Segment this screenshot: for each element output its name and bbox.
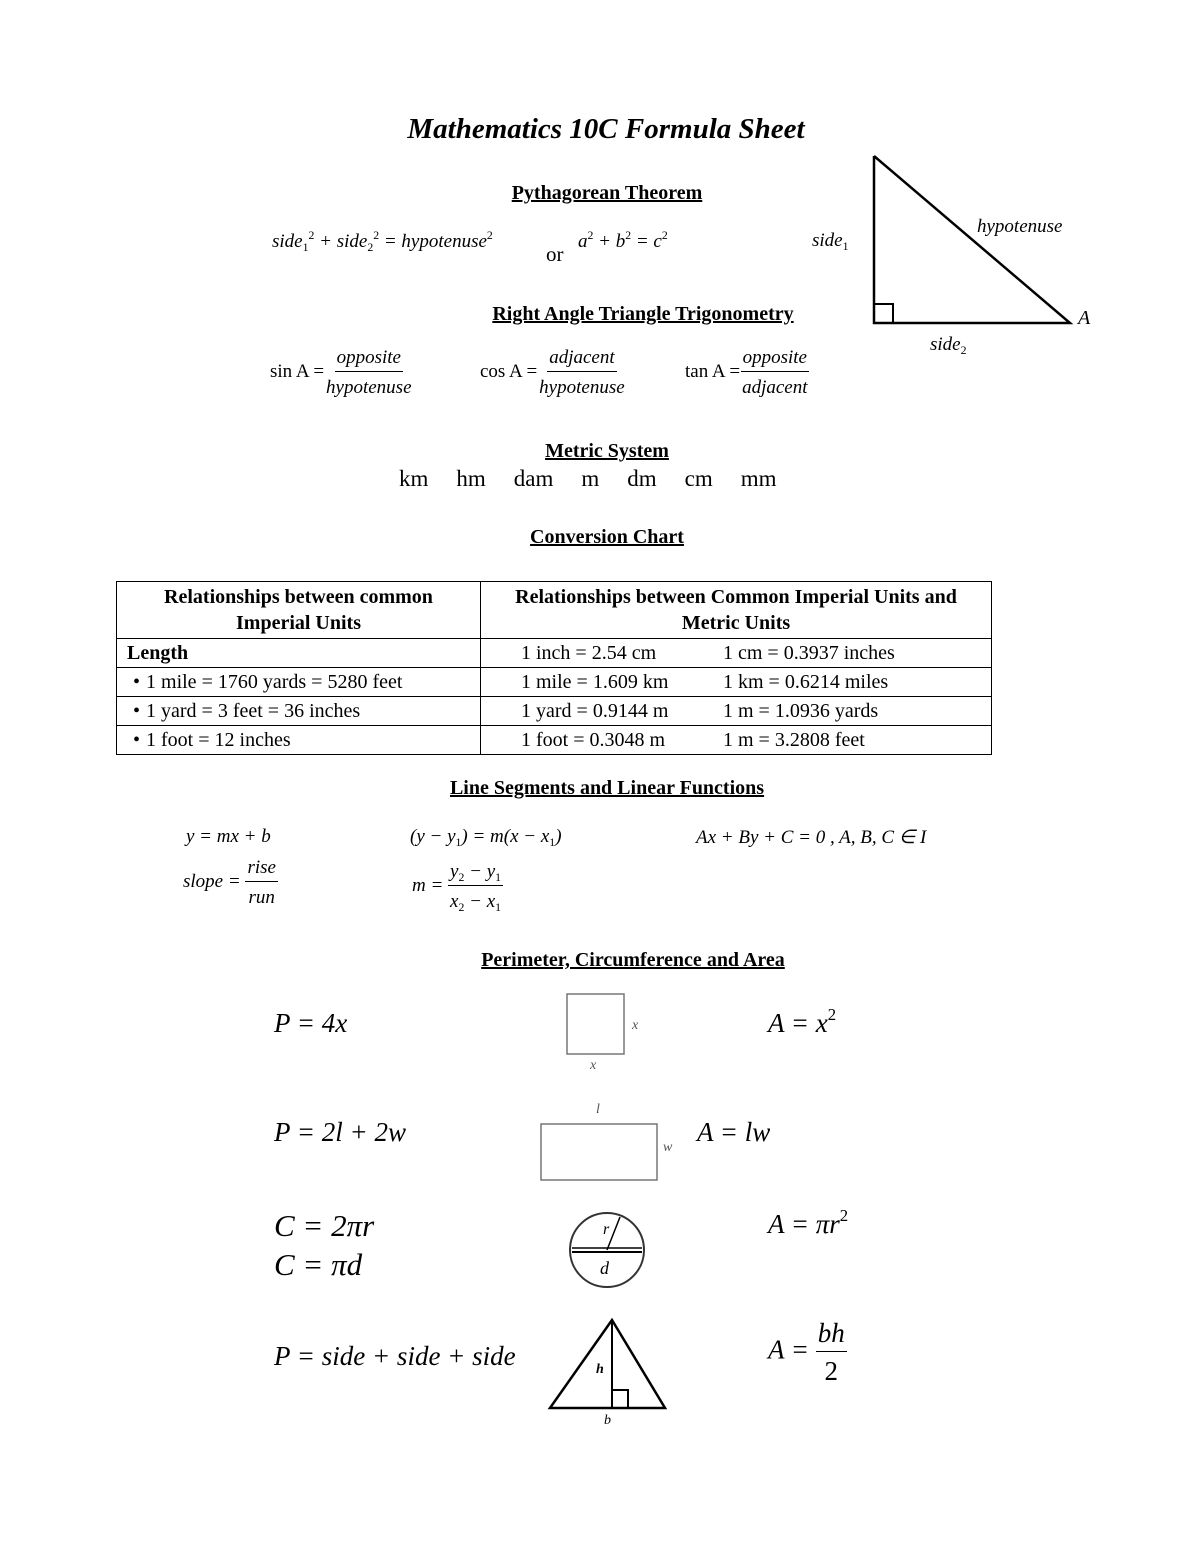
or-text: or xyxy=(546,242,564,266)
general-form-formula: Ax + By + C = 0 , A, B, C ∈ I xyxy=(696,827,927,848)
triangle-diagram xyxy=(546,1316,670,1416)
square-bottom-label: x xyxy=(590,1058,597,1073)
conversion-col2-header: Relationships between Common Imperial Units and Metric Units xyxy=(481,582,992,639)
point-slope-formula: $(y - y_1) = m(x - x_1)$ xyxy=(410,826,562,850)
circle-radius-label: r xyxy=(603,1221,610,1238)
rectangle-width-label: w xyxy=(663,1140,673,1155)
cos-denominator: hypotenuse xyxy=(539,377,625,398)
conversion-cell: 1 inch = 2.54 cm xyxy=(521,641,657,664)
unit-dm: dm xyxy=(627,466,657,491)
conversion-cell: 1 mile = 1.609 km xyxy=(521,670,669,693)
rectangle-diagram xyxy=(535,1118,665,1188)
conversion-cell: 1 cm = 0.3937 inches xyxy=(723,641,895,664)
square-perimeter: P = 4x xyxy=(274,1008,348,1038)
imperial-cell: • 1 mile = 1760 yards = 5280 feet xyxy=(117,668,481,697)
sin-numerator: opposite xyxy=(335,348,403,372)
cos-numerator: adjacent xyxy=(547,348,616,372)
trig-heading: Right Angle Triangle Trigonometry xyxy=(492,303,794,325)
rectangle-perimeter: P = 2l + 2w xyxy=(274,1117,406,1147)
tan-denominator: adjacent xyxy=(742,377,808,398)
triangle-side2-label: side$_2$ xyxy=(930,334,967,358)
triangle-angle-label: A xyxy=(1078,307,1091,329)
metric-units xyxy=(385,466,791,492)
unit-m: m xyxy=(581,466,600,491)
circumference-radius: C = 2πr xyxy=(274,1208,375,1243)
unit-hm: hm xyxy=(456,466,486,491)
conversion-cell: 1 km = 0.6214 miles xyxy=(723,670,889,693)
imperial-cell: • 1 yard = 3 feet = 36 inches xyxy=(117,697,481,726)
m-label: m = xyxy=(412,874,444,896)
slope-points-denominator: $x_2 - x_1$ xyxy=(450,891,502,915)
pythagorean-formula-letters: $a^2 + b^2 = c^2$ xyxy=(578,228,668,252)
rectangle-length-label: l xyxy=(596,1102,600,1117)
area-heading: Perimeter, Circumference and Area xyxy=(481,949,785,971)
table-row xyxy=(117,726,992,755)
triangle-perimeter: P = side + side + side xyxy=(274,1341,516,1371)
conversion-col1-header: Relationships between common Imperial Units xyxy=(117,582,481,639)
triangle-side1-label: side$_1$ xyxy=(812,230,849,254)
tan-label: tan A xyxy=(685,360,725,382)
pythagorean-heading: Pythagorean Theorem xyxy=(511,182,703,204)
square-side-label: x xyxy=(632,1018,639,1033)
rise-text: rise xyxy=(245,858,278,882)
circle-diameter-label: d xyxy=(600,1258,609,1278)
length-label: Length xyxy=(117,639,481,668)
conversion-cell: 1 m = 1.0936 yards xyxy=(723,699,879,722)
linear-heading: Line Segments and Linear Functions xyxy=(449,777,765,799)
unit-mm: mm xyxy=(740,466,777,491)
cos-label: cos A xyxy=(480,360,522,382)
square-area: $A = x^2$ xyxy=(768,1005,837,1038)
right-triangle-diagram xyxy=(860,148,1100,368)
unit-cm: cm xyxy=(684,466,713,491)
slope-points-formula xyxy=(412,861,503,915)
page-title: Mathematics 10C Formula Sheet xyxy=(407,113,805,145)
sin-denominator: hypotenuse xyxy=(326,377,412,398)
table-row xyxy=(117,668,992,697)
sin-formula: sin A = $\frac{\text{opposite}}{\text{hypotenuse}}$ xyxy=(270,347,412,398)
tan-formula: tan A = $\frac{\text{opposite}}{\text{adjacent}}$ xyxy=(685,347,808,398)
triangle-height-label: h xyxy=(596,1362,604,1377)
conversion-table xyxy=(116,581,992,755)
triangle-base-label: b xyxy=(604,1413,611,1428)
run-text: run xyxy=(248,887,275,908)
slope-label: slope = xyxy=(183,870,241,892)
conversion-cell: 1 m = 3.2808 feet xyxy=(723,728,865,751)
imperial-cell: • 1 foot = 12 inches xyxy=(117,726,481,755)
slope-points-numerator: $y_2 - y_1$ xyxy=(450,861,502,885)
conversion-heading: Conversion Chart xyxy=(530,526,684,548)
conversion-cell: 1 foot = 0.3048 m xyxy=(521,728,666,751)
circle-area: $A = \pi r^2$ xyxy=(768,1206,849,1239)
table-row xyxy=(117,639,992,668)
slope-formula xyxy=(183,858,278,907)
cos-formula: cos A = $\frac{\text{adjacent}}{\text{hypotenuse}}$ xyxy=(480,347,625,398)
unit-dam: dam xyxy=(513,466,554,491)
slope-intercept-formula: y = mx + b xyxy=(186,826,271,847)
tan-numerator: opposite xyxy=(741,348,809,372)
rectangle-area: A = lw xyxy=(697,1117,771,1147)
triangle-area: A = $\frac{bh}{2}$ xyxy=(768,1318,845,1386)
circumference-diameter: C = πd xyxy=(274,1247,363,1282)
conversion-cell: 1 yard = 0.9144 m xyxy=(521,699,669,722)
sin-label: sin A xyxy=(270,360,309,382)
pythagorean-formula-words: side$_1^2$ + side$_2^2$ = hypotenuse$^2$ xyxy=(272,228,493,255)
unit-km: km xyxy=(399,466,429,491)
table-row xyxy=(117,697,992,726)
metric-heading: Metric System xyxy=(545,440,669,462)
triangle-hypotenuse-label: hypotenuse xyxy=(977,216,1063,237)
